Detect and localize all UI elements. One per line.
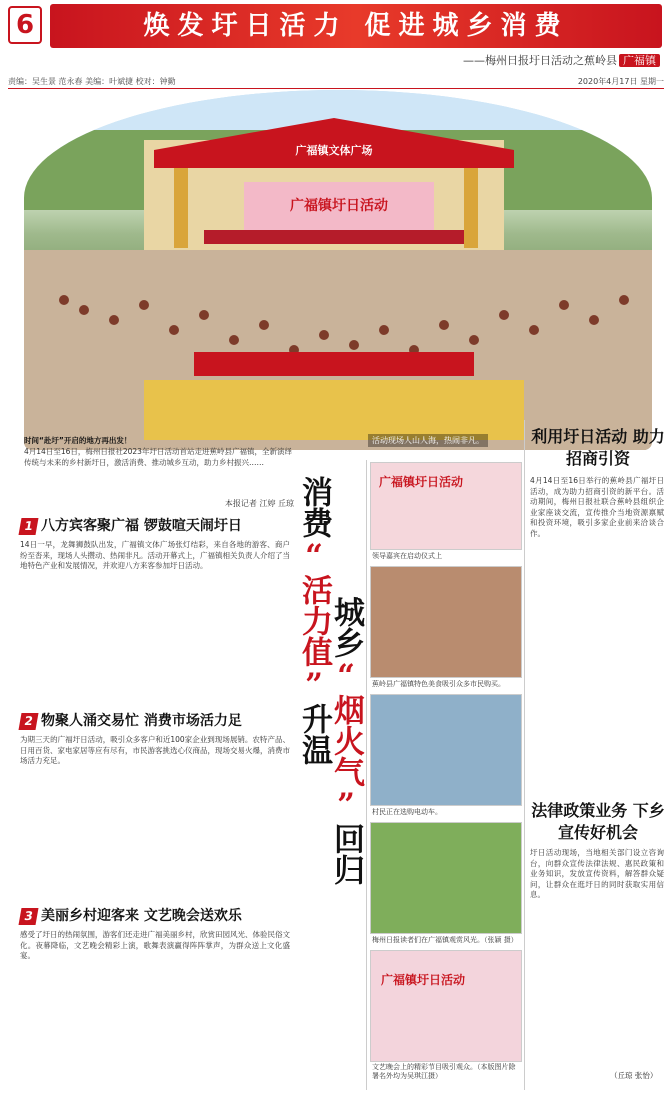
page-number: 6 bbox=[8, 6, 42, 44]
stage-backdrop: 广福镇圩日活动 bbox=[290, 198, 388, 214]
hero-photo bbox=[24, 90, 652, 450]
photo-caption-5: 文艺晚会上的精彩节目吸引观众。（本版图片除署名外均为吴琪江摄） bbox=[372, 1063, 516, 1080]
right-text-1: 4月14日至16日举行的蕉岭县广福圩日活动，成为助力招商引资的新平台。活动期间，梅州日报社联合蕉岭县组织企业家座谈交流，宣传推介当地资源禀赋和投资环境，吸引多家企业前来洽谈合作。 bbox=[530, 476, 664, 538]
photo-caption-4: 梅州日报读者们在广福镇观赏风光。（张颖 摄） bbox=[372, 936, 518, 944]
lead-body: 4月14日至16日，梅州日报社2023年圩日活动首站走进蕉岭县广福镇，全新演绎传统与未来的乡村新圩日，激活消费、推动城乡互动，助力乡村振兴…… bbox=[24, 447, 292, 467]
section-number: 3 bbox=[19, 908, 39, 925]
main-headline bbox=[296, 476, 364, 1068]
headline-part-1: 消费 bbox=[296, 476, 332, 538]
section-text-1: 14日一早，龙舞狮鼓队出发，广福镇文体广场张灯结彩，来自各地的游客、商户纷至沓来，现场人头攒动、热闹非凡。活动开幕式上，广福镇相关负责人介绍了当地特色产业和发展情况，并欢迎八方来客参加圩日活动。 bbox=[20, 540, 290, 571]
photo-food bbox=[370, 566, 522, 678]
right-heading-2: 法律政策业务 下乡宣传好机会 bbox=[531, 801, 665, 842]
photo-banner-text: 广福镇圩日活动 bbox=[381, 973, 466, 987]
section-text-3: 感受了圩日的热闹氛围，游客们还走进广福美丽乡村，欣赏田园风光、体验民俗文化。夜幕降临，文艺晚会精彩上演，歌舞表演赢得阵阵掌声，为群众送上文化盛宴。 bbox=[20, 930, 290, 961]
headline-line-2 bbox=[328, 596, 364, 885]
banner-tag: 广福镇 bbox=[619, 54, 660, 67]
headline-part-4: 城乡 bbox=[328, 596, 364, 658]
arch-sign: 广福镇文体广场 bbox=[295, 144, 373, 157]
lead-subtitle: 时间“赴圩”开启的地方再出发！ bbox=[24, 436, 132, 445]
lead-byline: 本报记者 江婷 丘琼 bbox=[224, 499, 294, 508]
section-text-2: 为期三天的广福圩日活动，吸引众多客户和近100家企业到现场展销。农特产品、日用百货、家电家居等应有尽有，市民游客挑选心仪商品，现场交易火爆，消费市场活力充足。 bbox=[20, 735, 290, 766]
photo-banner-text: 广福镇圩日活动 bbox=[379, 475, 464, 489]
section-heading-2 bbox=[20, 710, 242, 730]
page-banner bbox=[0, 0, 672, 70]
credit-row bbox=[8, 76, 664, 87]
section-title: 八方宾客聚广福 锣鼓喧天闹圩日 bbox=[41, 518, 242, 534]
column-rule bbox=[524, 420, 525, 1090]
section-number: 1 bbox=[19, 518, 39, 535]
photo-readers bbox=[370, 822, 522, 934]
right-text-2: 圩日活动现场，当地相关部门设立咨询台，向群众宣传法律法规、惠民政策和业务知识，发放宣传资料，解答群众疑问，让群众在逛圩日的同时获取实用信息。 bbox=[530, 848, 664, 900]
banner-subtitle bbox=[463, 52, 660, 68]
photo-caption-3: 村民正在选购电动车。 bbox=[372, 808, 442, 816]
headline-part-6: 回归 bbox=[328, 823, 364, 885]
section-heading-3 bbox=[20, 905, 242, 925]
right-byline: （丘琼 张怡） bbox=[610, 1071, 658, 1080]
issue-date: 2020年4月17日 星期一 bbox=[577, 77, 664, 86]
banner-subtitle-text: ——梅州日报圩日活动之蕉岭县 bbox=[463, 54, 617, 67]
section-title: 物聚人涌交易忙 消费市场活力足 bbox=[41, 713, 242, 729]
headline-part-2: “活力值” bbox=[296, 538, 332, 703]
divider bbox=[8, 88, 664, 89]
headline-part-5: “烟火气” bbox=[328, 658, 364, 823]
banner-title: 焕发圩日活力 促进城乡消费 bbox=[50, 4, 662, 48]
section-number: 2 bbox=[19, 713, 39, 730]
photo-caption-1: 领导嘉宾在启动仪式上 bbox=[372, 552, 442, 560]
section-heading-1 bbox=[20, 515, 242, 535]
hero-caption: 活动现场人山人海，热闹非凡。 bbox=[368, 434, 488, 447]
headline-part-3: 升温 bbox=[296, 703, 332, 765]
lead-box bbox=[24, 435, 294, 509]
photo-ebike bbox=[370, 694, 522, 806]
right-heading-1: 利用圩日活动 助力招商引资 bbox=[531, 427, 665, 468]
photo-caption-2: 蕉岭县广福镇特色美食吸引众多市民购买。 bbox=[372, 680, 505, 688]
section-title: 美丽乡村迎客来 文艺晚会送欢乐 bbox=[41, 908, 242, 924]
photo-ceremony bbox=[370, 462, 522, 550]
photo-evening-show bbox=[370, 950, 522, 1062]
credits: 责编：吴生景 范永春 美编：叶斌捷 校对：钟勤 bbox=[8, 77, 176, 86]
column-rule bbox=[366, 460, 367, 1090]
headline-line-1 bbox=[296, 476, 332, 765]
